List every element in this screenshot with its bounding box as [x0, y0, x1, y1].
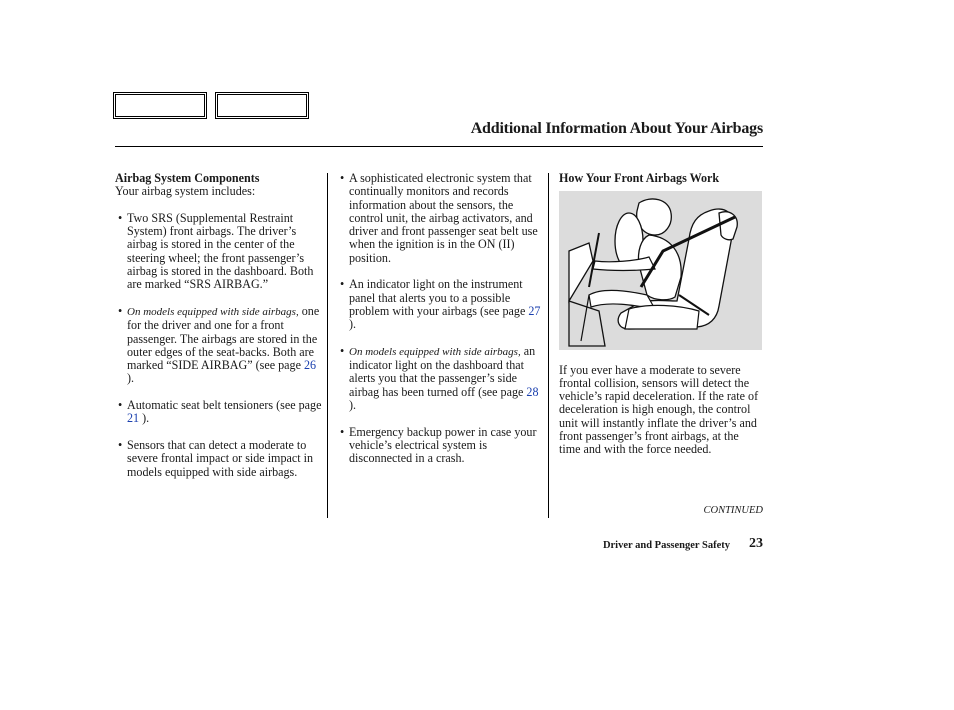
- column-divider-2: [548, 173, 549, 518]
- bullet-icon: •: [340, 343, 345, 358]
- nav-previous-button[interactable]: [113, 92, 207, 119]
- list-item: • Automatic seat belt tensioners (see page 21 ).: [118, 398, 322, 426]
- page-number: 23: [749, 536, 763, 551]
- bullet-icon: •: [118, 437, 123, 452]
- intro-text: Your airbag system includes:: [115, 184, 256, 199]
- list-item: • Emergency backup power in case your vehicle’s electrical system is disconnected in a crash.: [340, 424, 537, 466]
- list-item: • A sophisticated electronic system that continually monitors and records information about the sensors, the control unit, the airbag activators, and driver and front passenger seat belt use when the ignition is in the ON (II) position.: [340, 171, 538, 265]
- page-link-26[interactable]: 26: [303, 358, 317, 373]
- driver-airbag-illustration-icon: [559, 191, 762, 350]
- bullet-icon: •: [340, 171, 345, 185]
- continued-label: CONTINUED: [703, 505, 763, 516]
- bullet-icon: •: [118, 303, 123, 318]
- section-heading-components: Airbag System Components: [115, 171, 260, 185]
- section-heading-how-airbags-work: How Your Front Airbags Work: [559, 171, 720, 185]
- column-divider-1: [327, 173, 328, 518]
- column-middle: [337, 172, 545, 479]
- list-item: • An indicator light on the instrument panel that alerts you to a possible problem with your airbags (see page 27 ).: [340, 277, 541, 332]
- section-footer-label: Driver and Passenger Safety: [602, 540, 730, 551]
- list-item: • On models equipped with side airbags, one for the driver and one for a front passenger. The airbags are stored in the outer edges of the seat-backs. Both are marked “SIDE AIRBAG” (see page 26 ).: [118, 303, 320, 386]
- page-link-27[interactable]: 27: [528, 303, 541, 318]
- list-item: • Sensors that can detect a moderate to severe frontal impact or side impact in models equipped with side airbags.: [118, 437, 314, 479]
- bullet-icon: •: [118, 210, 123, 225]
- bullet-icon: •: [340, 424, 345, 439]
- airbag-illustration: [559, 191, 762, 350]
- column-right: [559, 172, 763, 457]
- bullet-icon: •: [118, 398, 123, 413]
- title-divider: [115, 146, 763, 147]
- list-item: • Two SRS (Supplemental Restraint System) front airbags. The driver’s airbag is stored in the center of the steering wheel; the front passenger’s airbag is stored in the dashboard. Both are marked “SRS AIRBAG.”: [118, 210, 314, 292]
- page-link-28[interactable]: 28: [526, 384, 539, 399]
- page-title: Additional Information About Your Airbags: [470, 120, 763, 137]
- body-text-airbags-work: If you ever have a moderate to severe frontal collision, sensors will detect the vehicle’s rapid deceleration. If the rate of deceleration is high enough, the control unit will instantly inflate the driver’s and front passenger’s front airbags, at the time and with the force needed.: [559, 362, 759, 457]
- page-link-21[interactable]: 21: [127, 411, 140, 426]
- nav-next-button[interactable]: [215, 92, 309, 119]
- column-left: [115, 172, 322, 492]
- bullet-icon: •: [340, 277, 345, 292]
- list-item: • On models equipped with side airbags, an indicator light on the dashboard that alerts you that the passenger’s side airbag has been turned off (see page 28 ).: [340, 343, 539, 413]
